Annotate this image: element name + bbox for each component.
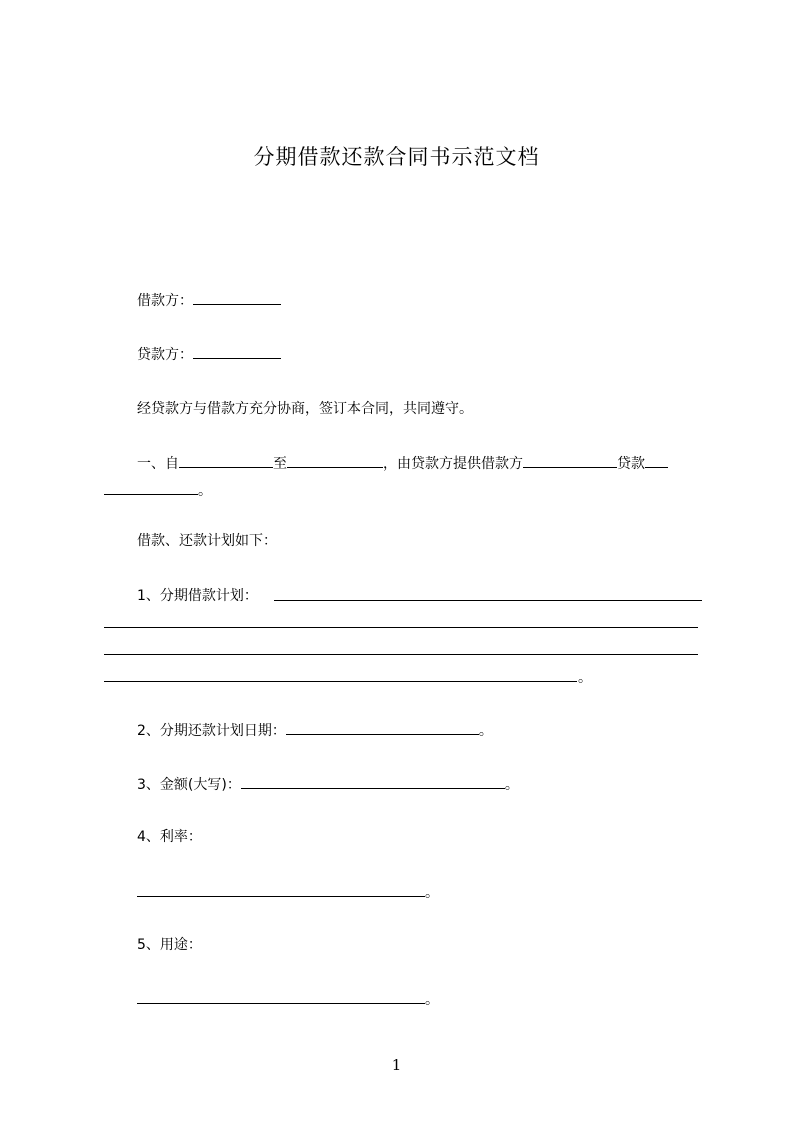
borrower-line [137, 289, 281, 312]
end-date-blank[interactable] [287, 452, 383, 468]
borrower-blank[interactable] [193, 289, 281, 305]
item1-blank-row-4[interactable] [104, 681, 577, 682]
clause1-prefix: 一、自 [137, 456, 179, 472]
item1-blank-row-2[interactable] [104, 627, 698, 628]
page-number: 1 [391, 1056, 402, 1074]
lender-label: 贷款方： [137, 347, 193, 363]
item3-end: 。 [504, 777, 519, 793]
item5-label: 5、用途： [137, 937, 202, 953]
lender-line [137, 343, 281, 366]
clause1-end: 。 [198, 483, 212, 499]
borrower-label: 借款方： [137, 293, 193, 309]
clause1-line [137, 452, 668, 475]
interest-rate-blank[interactable] [137, 881, 425, 897]
lender-blank[interactable] [193, 343, 281, 359]
item5-end: 。 [425, 992, 439, 1008]
item1-blank-row-3[interactable] [104, 654, 698, 655]
item5-answer [137, 988, 439, 1011]
page-title: 分期借款还款合同书示范文档 [253, 145, 540, 169]
intro-paragraph: 经贷款方与借款方充分协商，签订本合同，共同遵守。 [137, 401, 473, 417]
clause1-continuation [104, 479, 212, 502]
clause1-middle: ，由贷款方提供借款方 [383, 456, 523, 472]
item4-label: 4、利率： [137, 829, 202, 845]
item1-line [137, 585, 258, 607]
item4-end: 。 [425, 885, 439, 901]
item2-end: 。 [478, 723, 493, 739]
loan-amount-blank-b[interactable] [104, 479, 198, 495]
item2-line [137, 719, 493, 742]
plan-heading: 借款、还款计划如下： [137, 533, 277, 549]
purpose-blank[interactable] [137, 988, 425, 1004]
loan-amount-blank-a[interactable] [645, 452, 668, 468]
repayment-date-blank[interactable] [286, 719, 479, 735]
item2-label: 2、分期还款计划日期： [137, 723, 286, 739]
item1-blank-row-1[interactable] [274, 600, 702, 601]
item1-label: 1、分期借款计划： [137, 588, 258, 604]
item1-end: 。 [578, 670, 592, 686]
start-date-blank[interactable] [179, 452, 273, 468]
item3-line [137, 773, 519, 796]
item3-label: 3、金额(大写)： [137, 777, 241, 793]
item4-answer [137, 881, 439, 904]
clause1-to: 至 [273, 456, 287, 472]
clause1-loan: 贷款 [617, 456, 645, 472]
loan-type-blank[interactable] [523, 452, 617, 468]
amount-blank[interactable] [241, 773, 505, 789]
